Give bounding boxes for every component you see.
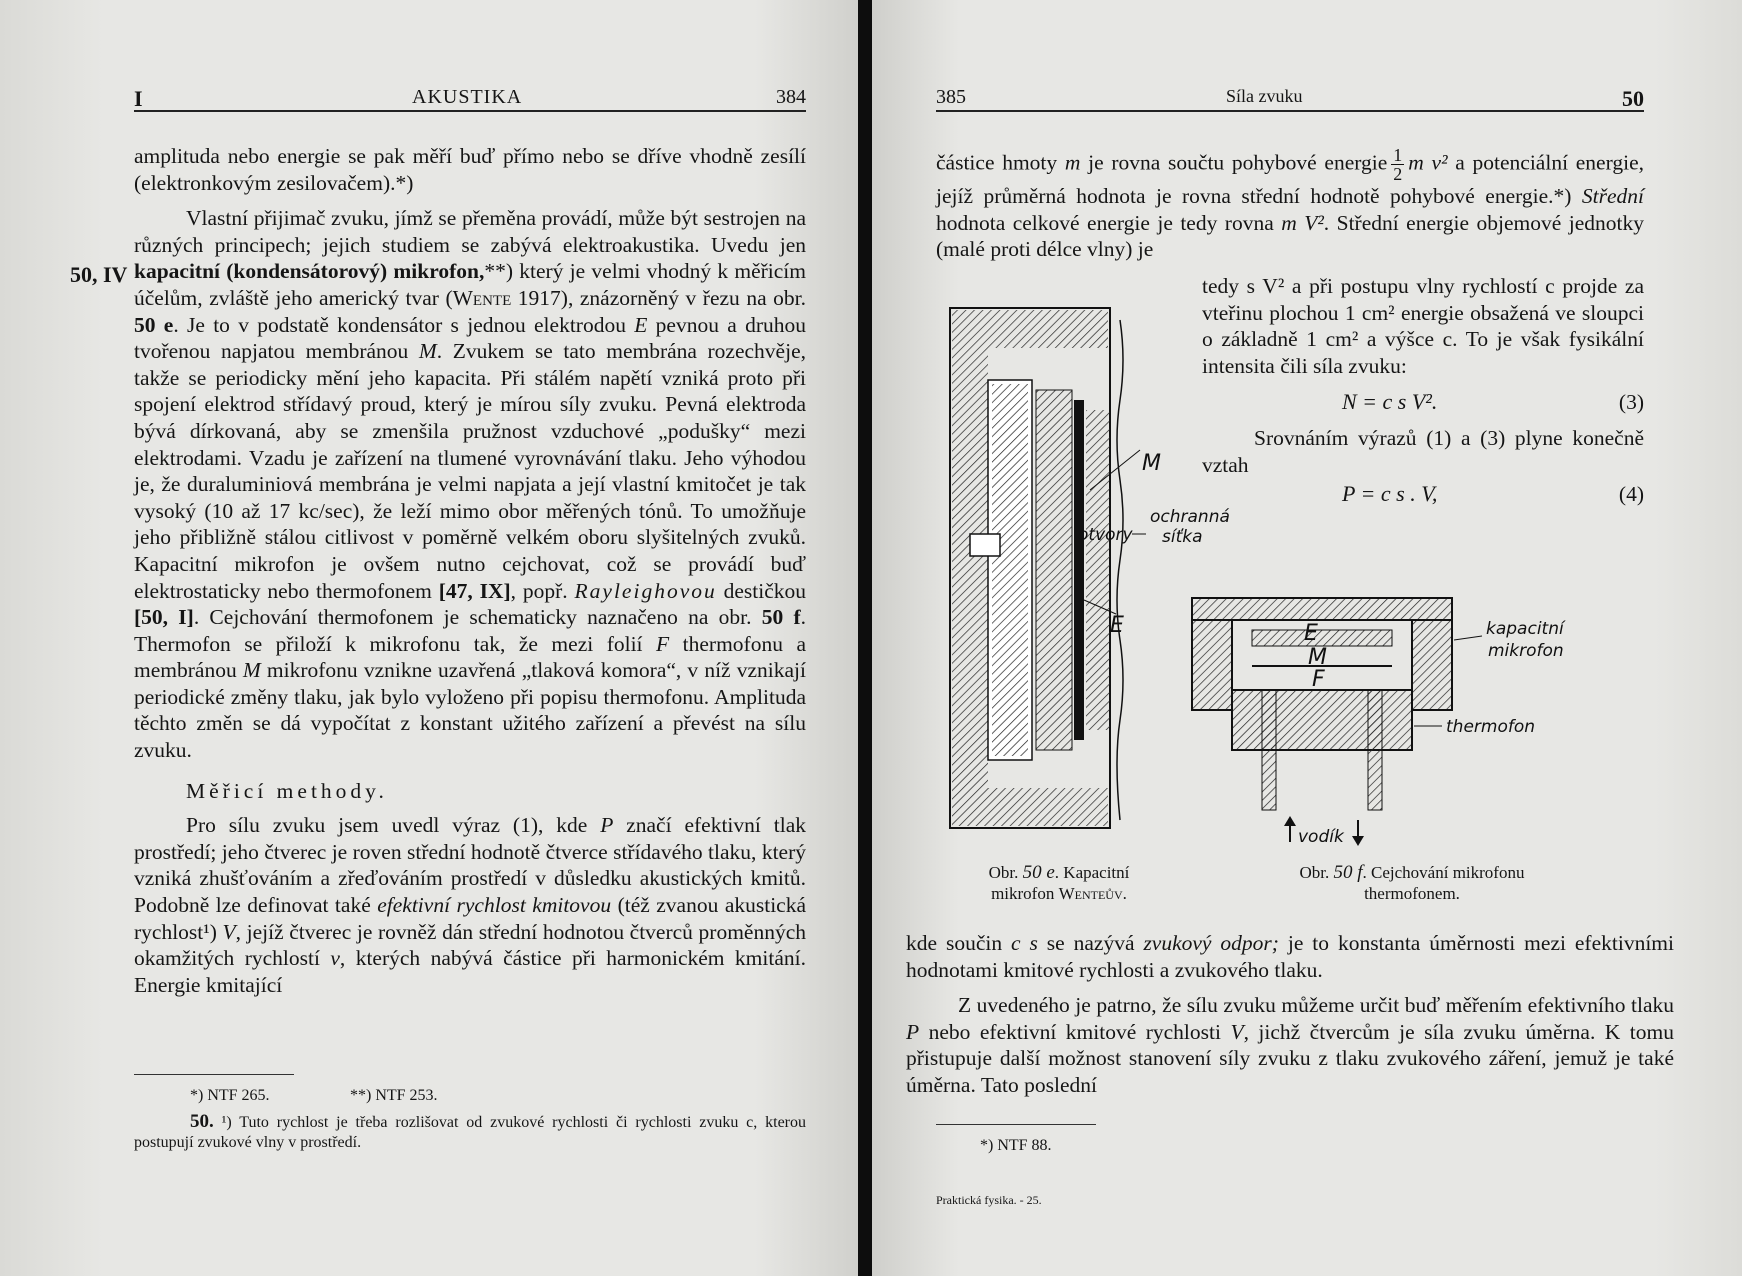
figure-ref-50f: 50 f — [761, 605, 801, 630]
label-otvory: otvory — [1078, 525, 1133, 545]
right-body-text-bottom — [906, 930, 1674, 1099]
footnote-1: *) NTF 88. — [980, 1137, 1052, 1154]
page-number: 384 — [776, 86, 806, 108]
section-number: 50 — [1622, 86, 1644, 111]
label-kapacitni: kapacitní — [1486, 619, 1564, 639]
paragraph-3: Srovnáním výrazů (1) a (3) plyne konečně vztah — [1202, 426, 1644, 477]
running-title: AKUSTIKA — [412, 86, 523, 108]
figure-50e-microphone-section — [950, 300, 1230, 840]
left-page — [0, 0, 858, 1276]
page-number: 385 — [936, 86, 966, 108]
label-E: E — [1110, 613, 1124, 638]
caption-figure-50f: Obr. 50 f. Cejchování mikrofonu thermofonem. — [1299, 862, 1525, 903]
paragraph-2: tedy s V² a při postupu vlny rychlostí c projde za vteřinu plochou 1 cm² energie obsažená ve sloupci o základně 1 cm² a výšce c. To je však fysikální intensita čili síla zvuku: — [1202, 274, 1644, 378]
footnote-rule — [134, 1074, 294, 1075]
paragraph-3: Pro sílu zvuku jsem uvedl výraz (1), kde P značí efektivní tlak prostředí; jeho čtverec je roven střední hodnotě čtverce střídavého tlaku, který vzniká zhušťováním a zřeďováním prostředí v důsledku akustických kmitů. Podobně lze definovat také efektivní rychlost kmitovou (též zvanou akustická rychlost¹) V, jejíž čtverec je rovněž dán střední hodnotou čtverců proměnných okamžitých rychlostí v, kterých nabývá částice při harmonickém kmitání. Energie kmitající — [134, 813, 807, 997]
right-page — [872, 0, 1742, 1276]
right-body-text-top — [936, 146, 1644, 263]
paragraph-1: amplituda nebo energie se pak měří buď přímo nebo se dříve vhodně zesílí (elektronkovým zesilovačem).*) — [134, 144, 806, 195]
label-ochranna: ochranná — [1150, 507, 1230, 527]
right-body-text-beside-figure — [1202, 273, 1644, 507]
running-title: Síla zvuku — [1226, 86, 1303, 106]
cross-ref-47-ix: [47, IX] — [438, 578, 511, 603]
footnote-3: 50. ¹) Tuto rychlost je třeba rozlišovat od zvukové rychlosti či rychlosti zvuku c, kterou postupují zvukové vlny v prostředí. — [134, 1111, 807, 1151]
paragraph-5: Z uvedeného je patrno, že sílu zvuku můžeme určit buď měřením efektivního tlaku P nebo efektivní kmitové rychlosti V, jichž čtvercům je síla zvuku úměrna. K tomu přistupuje další možnost stanovení síly zvuku z tlaku zvukového záření, jemuž je také úměrna. Tato poslední — [906, 993, 1675, 1097]
caption-figure-50e: Obr. 50 e. Kapacitní mikrofon Wenteův. — [988, 862, 1130, 903]
equation-3: N = c s V². (3) — [1342, 389, 1644, 415]
footnote-rule — [936, 1124, 1096, 1125]
label-thermofon: thermofon — [1446, 717, 1536, 737]
subheading-methods: Měřicí methody. — [186, 778, 388, 803]
paragraph-4: kde součin c s se nazývá zvukový odpor; je to konstanta úměrnosti mezi efektivními hodnotami kmitové rychlosti a zvukového tlaku. — [906, 931, 1674, 982]
label-M: M — [1308, 645, 1327, 670]
book-gutter — [858, 0, 872, 1276]
label-mikrofon: mikrofon — [1488, 641, 1564, 661]
footnote-2: **) NTF 253. — [350, 1087, 438, 1104]
section-number: I — [134, 86, 143, 111]
right-page-header — [936, 86, 1644, 112]
label-sitka: síťka — [1162, 527, 1203, 547]
label-F: F — [1312, 667, 1325, 692]
label-vodik: vodík — [1298, 827, 1344, 847]
figure-50f-thermophone-calibration — [1192, 590, 1662, 850]
equation-4: P = c s . V, (4) — [1342, 480, 1644, 506]
footnote-1: *) NTF 265. — [190, 1087, 270, 1104]
term-capacitive-microphone: kapacitní (kondensátorový) mikrofon, — [134, 259, 485, 284]
paragraph-1: částice hmoty m je rovna součtu pohybové energie $\frac{1}{2}$ m v² a potenciální energie, jejíž průměrná hodnota je rovna střední hodnotě pohybové energie.*) Střední hodnota celkové energie je tedy rovna m V². Střední energie objemové jednotky (malé proti délce vlny) je — [936, 145, 1645, 262]
fraction-one-half: $\frac{1}{2}$ — [1393, 145, 1403, 184]
label-E: E — [1304, 621, 1318, 646]
left-page-header — [134, 86, 806, 112]
paragraph-2: Vlastní přijimač zvuku, jímž se přeměna provádí, může být sestrojen na různých principech; jejich studiem se zabývá elektroakustika. Uvedu jen kapacitní (kondensátorový) mikrofon,**) který je velmi vhodný k měřicím účelům, zvláště jeho americký tvar (Wente 1917), znázorněný v řezu na obr. 50 e. Je to v podstatě kondensátor s jednou elektrodou E pevnou a druhou tvořenou napjatou membránou M. Zvukem se tato membrána rozechvěje, takže se periodicky mění jeho kapacita. Při stálém napětí vzniká proto při spojení elektrod střídavý proud, který je mírou síly zvuku. Pevná elektroda bývá dírkovaná, aby se zmenšila pružnost vzduchové „podušky“ mezi elektrodami. Vzadu je zařízení na tlumené vyrovnávání tlaku. Jeho výhodou je, že duraluminiová membrána je velmi napjata a její vlastní kmitočet je tak vysoký (10 až 17 kc/sec), že leží mimo obor měřených tónů. To umožňuje jeho přibližně stálou citlivost v poměrně velkém oboru slyšitelných zvuků. Kapacitní mikrofon je ovšem nutno cejchovat, což se provádí buď elektrostaticky nebo thermofonem [47, IX], popř. Rayleighovou destičkou [50, I]. Cejchování thermofonem je schematicky naznačeno na obr. 50 f. Thermofon se přiloží k mikrofonu tak, že mezi folií F thermofonu a membránou M mikrofonu vznikne uzavřená „tlaková komora“, v níž vznikají periodické změny tlaku, jak bylo vyloženo při popisu thermofonu. Amplituda těchto změn se dá vypočítat z konstant užitého zařízení a převést na sílu zvuku. — [134, 206, 807, 763]
margin-note: 50, IV — [70, 262, 128, 287]
figure-ref-50e: 50 e — [134, 312, 174, 337]
label-M: M — [1142, 451, 1161, 476]
signature-mark: Praktická fysika. - 25. — [936, 1193, 1042, 1207]
cross-ref-50-i: [50, I] — [134, 605, 194, 630]
left-body-text — [134, 143, 806, 998]
